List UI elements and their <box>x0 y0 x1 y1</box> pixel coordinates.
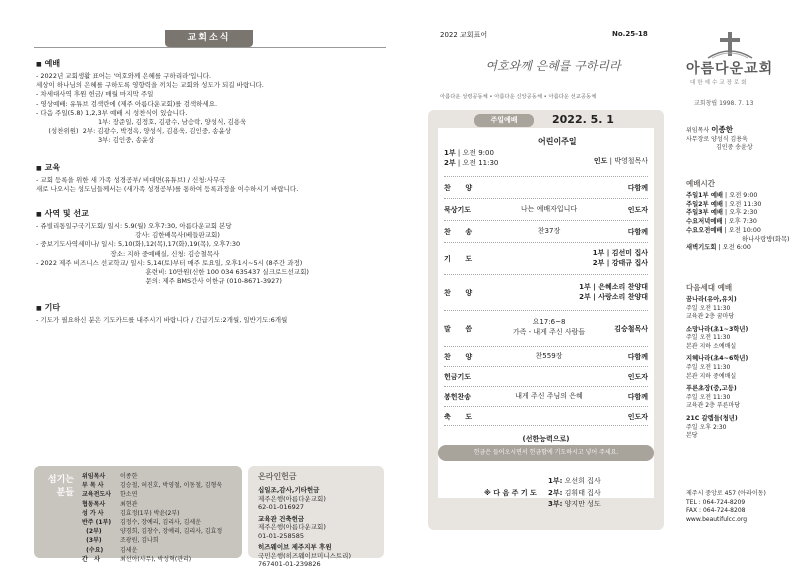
time-label: 수요저녁예배 <box>686 218 723 226</box>
service-item <box>444 176 648 198</box>
section-title: ■ 예배 <box>36 58 396 69</box>
time-label: 주일3부 예배 <box>686 209 723 217</box>
news-line: 강사: 김한배목사(베들판교회) <box>36 231 220 240</box>
item-content: 나는 예배자입니다 <box>520 205 578 213</box>
section-etc <box>36 302 396 325</box>
next-generation-worship <box>686 282 786 441</box>
service-item <box>444 346 648 366</box>
divider <box>34 47 386 48</box>
next-prayer-list <box>548 476 601 511</box>
denomination: 대한예수교장로회 <box>690 80 749 86</box>
servants-box <box>34 466 242 563</box>
item-leader: 김승철목사 <box>614 325 648 333</box>
role: 위임목사 <box>82 473 106 480</box>
names: 양경희, 김창수, 장예리, 김리사, 김효정 <box>120 528 223 536</box>
online-title: 온라인헌금 <box>258 472 297 481</box>
news-line: 3부: 김인중, 송윤상 <box>36 136 155 145</box>
part-time: 오전 11:30 <box>462 159 499 167</box>
office-names: 양성식 김용욱 <box>711 135 748 143</box>
next-prayer-label: ※ 다 음 주 기 도 <box>484 489 537 497</box>
news-title: 교회소식 <box>165 30 253 47</box>
item-leader: 다함께 <box>627 393 648 401</box>
worship-order-panel <box>428 110 664 530</box>
group-place: 교육관 2층 꿈마당 <box>686 313 735 321</box>
role: 성 가 사 <box>82 509 104 517</box>
names: 최선아(사무), 박성혁(관리) <box>120 555 192 563</box>
service-item <box>444 198 648 220</box>
leader-label: 인도 <box>593 157 608 165</box>
role: (2부) <box>82 528 102 536</box>
part-label: 2부 <box>444 159 456 167</box>
item-label: 찬 양 <box>444 353 473 361</box>
part: 1부: <box>548 477 563 485</box>
servant-row <box>82 472 238 481</box>
account-bank: 국민은행(히즈웨이브미니스트리) <box>258 551 351 560</box>
item-label: 기 도 <box>444 255 473 263</box>
item-leader: 인도자 <box>627 206 648 214</box>
item-label: 찬 양 <box>444 184 473 192</box>
item-leader: 인도자 <box>627 373 648 381</box>
news-line: - 2022 제주 비즈니스 선교학교/ 일시: 5,14(토)부터 매주 토요일, 오후1시~5시 (8주간 과정) <box>36 258 303 267</box>
news-line: 세상이 하나님의 은혜를 구하도록 영향력을 끼치는 교회와 성도가 되길 바랍니다. <box>36 81 264 90</box>
names: 김승철, 허진호, 박영철, 이동철, 김형욱 <box>120 482 223 490</box>
office-label: 사무장로 <box>686 135 710 143</box>
part: 2부: <box>548 488 563 497</box>
item-leader: 다함께 <box>627 353 648 361</box>
item-leader: 다함께 <box>627 228 648 236</box>
section-mission <box>36 208 396 286</box>
church-staff <box>686 126 786 153</box>
worship-times: 1부 | 오전 9:00 2부 | 오전 11:30 <box>444 149 499 167</box>
worship-card <box>438 128 654 498</box>
news-line: (성찬위원) 2부: 김광수, 박정옥, 양성식, 김용욱, 김인중, 송윤상 <box>36 127 232 136</box>
names: 김정수, 장예리, 김리사, 김세운 <box>120 519 201 527</box>
benediction-song: (선한능력으로) <box>522 435 570 443</box>
part-label: 1부 <box>444 149 456 157</box>
news-line: 훈련비: 10만원(신한 100 034 635437 실크로드선교회) <box>36 268 309 277</box>
item-content: 찬37장 <box>537 227 561 235</box>
news-line: 문의: 제주 BMS간사 이한규 (010-8671-3927) <box>36 277 282 286</box>
pastor-label: 위임목사 <box>686 127 710 134</box>
role: 간 사 <box>82 555 100 563</box>
group-head <box>686 296 786 305</box>
group-place: 본관 지하 소예배실 <box>686 342 737 350</box>
role: (3부) <box>82 537 102 545</box>
leader-name: 박영철목사 <box>614 157 648 165</box>
time-row: 수요저녁예배 | 오후 7:30 <box>686 218 757 226</box>
group-head <box>686 415 786 424</box>
group-time: 주일 오전 11:30 <box>686 393 731 401</box>
group-name: 소망나라(초1~3학년) <box>686 325 749 333</box>
time-row: 하나사랑방(화목) <box>742 235 790 243</box>
time-row: 주일1부 예배 | 오전 9:00 <box>686 192 758 199</box>
office-row <box>686 136 786 145</box>
group-time: 주일 오전 11:30 <box>686 364 731 372</box>
sermon-title: 가족 - 내게 주신 사람들 <box>512 327 586 336</box>
role: 반주 (1부) <box>82 519 112 527</box>
names: 김세운 <box>120 546 138 554</box>
leader-1: 1부 | 김선미 집사 <box>592 249 648 257</box>
leader-2: 2부 | 사랑소리 찬양대 <box>579 293 648 301</box>
service-item <box>444 406 648 426</box>
telephone: TEL : 064-724-8209 <box>686 498 746 506</box>
group-place: 본관 지하 중예배실 <box>686 372 737 380</box>
news-line: - 2022년 교회생활 표어는 '여호와께 은혜를 구하리라'입니다. <box>36 72 212 80</box>
section-title: ■ 교육 <box>36 162 396 173</box>
names: 김효정(1부) 박윤(2부) <box>120 509 180 517</box>
names: 조광원, 김나희 <box>120 537 159 545</box>
item-content <box>494 318 604 337</box>
time-value: 오전 11:30 <box>729 200 762 208</box>
account-number: 767401-01-239826 <box>258 560 321 566</box>
worship-leader: 인도 | 박영철목사 <box>593 157 648 165</box>
news-line: - 다음 주일(5.8) 1,2,3부 예배 시 성찬식이 있습니다. <box>36 108 188 117</box>
next-gen-title: 다음세대 예배 <box>686 283 733 292</box>
section-title: ■ 사역 및 선교 <box>36 208 396 219</box>
news-line: - 교회 등록을 위한 새 가족 성경공부/ 비대면(유튜브) / 신청:사무국 <box>36 176 226 184</box>
item-content: 찬559장 <box>535 352 563 360</box>
servant-row <box>82 555 238 564</box>
group-time: 주일 오전 11:30 <box>686 334 731 342</box>
news-line: 장소: 지하 중예배실, 신청: 김승철목사 <box>36 249 220 258</box>
church-contact <box>686 490 786 524</box>
news-line: - 중보기도사역세미나/ 일시: 5,10(화),12(목),17(화),19(목), 오후7:30 <box>36 240 241 249</box>
item-leader <box>593 248 648 268</box>
item-label: 축 도 <box>444 413 473 421</box>
section-worship <box>36 58 396 146</box>
names: 이종한 <box>120 473 138 480</box>
online-offering-box <box>248 466 384 566</box>
servants-list <box>82 472 238 564</box>
account-head: 히즈웨이브 제주지부 후원 <box>258 543 332 551</box>
news-line: 새로 나오시는 성도님들께서는 (새가족 성경공부)를 통하여 등록과정을 이수하시기 바랍니다. <box>36 185 299 194</box>
group-name: 지혜나라(초4~6학년) <box>686 355 749 363</box>
role: (수요) <box>82 546 104 554</box>
item-label: 봉헌찬송 <box>444 393 472 401</box>
pastor-name: 이종한 <box>711 125 733 134</box>
account-bank: 제주은행(아름다운교회) <box>258 494 326 503</box>
service-item <box>444 220 648 242</box>
group-name: 21C 갈렙들(청년) <box>686 414 738 422</box>
group-head <box>686 355 786 364</box>
service-item <box>444 274 648 310</box>
part: 3부: <box>548 500 563 508</box>
time-label: 새벽기도회 <box>686 244 717 252</box>
group-name: 꿈나라(유아,유치) <box>686 296 737 303</box>
servant-row <box>82 518 238 527</box>
time-value: 오전 9:00 <box>729 192 758 199</box>
servant-row <box>82 500 238 509</box>
time-label: 수요오전예배 <box>686 226 723 234</box>
service-item <box>444 310 648 346</box>
group-place: 본당 <box>686 432 698 440</box>
office-names-2: 김인중 송윤상 <box>716 144 753 152</box>
issue-number: No.25-18 <box>612 30 648 38</box>
item-leader: 다함께 <box>627 184 648 192</box>
time-row: 수요오전예배 | 오전 10:00 <box>686 226 761 234</box>
church-slogan: 여호와께 은혜를 구하리라 <box>485 59 621 73</box>
church-logo-icon <box>706 30 754 60</box>
times-title: 예배시간 <box>686 179 715 188</box>
time-label: 주일2부 예배 <box>686 200 723 208</box>
name: 김휘태 집사 <box>564 488 601 497</box>
item-leader: 인도자 <box>627 413 648 421</box>
group-name: 푸른초장(중,고등) <box>686 385 737 393</box>
worship-theme: 어린이주일 <box>538 137 577 146</box>
news-line: - 영상예배: 유튜브 검색란에 (제주 아름다운교회)를 검색하세요. <box>36 99 218 108</box>
news-line: 1부: 장준일, 김정호, 김광수, 남승락, 양성식, 김용욱 <box>36 118 247 127</box>
item-label: 말 씀 <box>444 325 473 333</box>
role: 부 목 사 <box>82 482 104 490</box>
part-time: 오전 9:00 <box>462 149 494 157</box>
worship-tab: 주일예배 <box>474 114 534 127</box>
fax: FAX : 064-724-8208 <box>686 507 746 514</box>
service-item <box>444 366 648 386</box>
group-place: 교육관 2층 푸른마당 <box>686 402 741 410</box>
item-label: 헌금기도 <box>444 373 472 381</box>
name: 양지만 성도 <box>564 500 601 508</box>
section-title: ■ 기타 <box>36 302 396 313</box>
item-label: 찬 양 <box>444 289 473 297</box>
news-line: - 기도가 필요하신 분은 기도카드를 내주시기 바랍니다 / 긴급기도:2개월, 일반기도:6개월 <box>36 316 288 324</box>
time-value: 오전 6:00 <box>722 244 751 252</box>
account-number: 01-01-258585 <box>258 531 305 540</box>
item-leader <box>579 282 648 302</box>
time-label: 주일1부 예배 <box>686 192 723 199</box>
group-head <box>686 385 786 394</box>
worship-date: 2022. 5. 1 <box>552 113 614 126</box>
service-item <box>444 242 648 274</box>
leader-2: 2부 | 강태규 집사 <box>592 259 648 267</box>
time-value: 오전 10:00 <box>728 226 761 234</box>
service-item <box>444 386 648 406</box>
servant-row <box>82 546 238 555</box>
servant-row <box>82 527 238 536</box>
group-time: 주일 오전 11:30 <box>686 304 731 312</box>
time-row: 새벽기도회 | 오전 6:00 <box>686 244 751 252</box>
offering-note: 헌금은 들어오시면서 헌금함에 기도하시고 넣어 주세요. <box>438 445 654 461</box>
servants-title: 섬기는 분들 <box>47 475 74 498</box>
pastor-row <box>686 126 786 136</box>
servant-row <box>82 481 238 490</box>
time-row: 주일2부 예배 | 오전 11:30 <box>686 200 762 208</box>
account-head: 십일조,감사,기타헌금 <box>258 486 320 494</box>
time-value: 오후 2:30 <box>729 209 758 217</box>
servant-row <box>82 490 238 499</box>
names: 최현관 <box>120 500 138 508</box>
church-goals: 아름다운 성령공동체 • 아름다운 신앙공동체 • 아름다운 선교공동체 <box>440 94 597 100</box>
website-link[interactable]: www.beautifulcc.org <box>686 515 748 523</box>
servant-row <box>82 536 238 545</box>
servant-row <box>82 509 238 518</box>
leader-1: 1부 | 은혜소리 찬양대 <box>579 283 648 291</box>
name: 오선희 집사 <box>564 477 601 485</box>
account-number: 62-01-016927 <box>258 503 305 511</box>
church-name: 아름다운교회 <box>686 61 774 77</box>
role: 교육전도사 <box>82 491 111 499</box>
account-head: 교육관 건축헌금 <box>258 514 305 523</box>
service-times <box>686 178 790 253</box>
item-label: 묵상기도 <box>444 206 472 214</box>
account-bank: 제주은행(아름다운교회) <box>258 523 326 531</box>
news-line: - 차세대사역 후원 헌금/ 매월 마지막 주일 <box>36 90 154 99</box>
names: 한소연 <box>120 491 138 499</box>
news-line: - 쥬빌리통일구국기도회/ 일시: 5.9(월) 오후7:30, 아름다운교회 본당 <box>36 222 232 230</box>
issue-label: 2022 교회표어 <box>440 31 488 39</box>
role: 협동목사 <box>82 500 106 508</box>
time-row: 주일3부 예배 | 오후 2:30 <box>686 209 758 217</box>
group-time: 주일 오후 2:30 <box>686 423 727 431</box>
founded-date: 교회창립 1998. 7. 13 <box>694 100 754 107</box>
item-label: 찬 송 <box>444 228 473 236</box>
section-education <box>36 162 396 194</box>
time-value: 오후 7:30 <box>728 218 757 226</box>
item-content: 내게 주신 주님의 은혜 <box>515 392 583 400</box>
address: 제주시 중앙로 457 (아라이동) <box>686 490 766 497</box>
scripture: 요17:6~8 <box>532 318 566 326</box>
